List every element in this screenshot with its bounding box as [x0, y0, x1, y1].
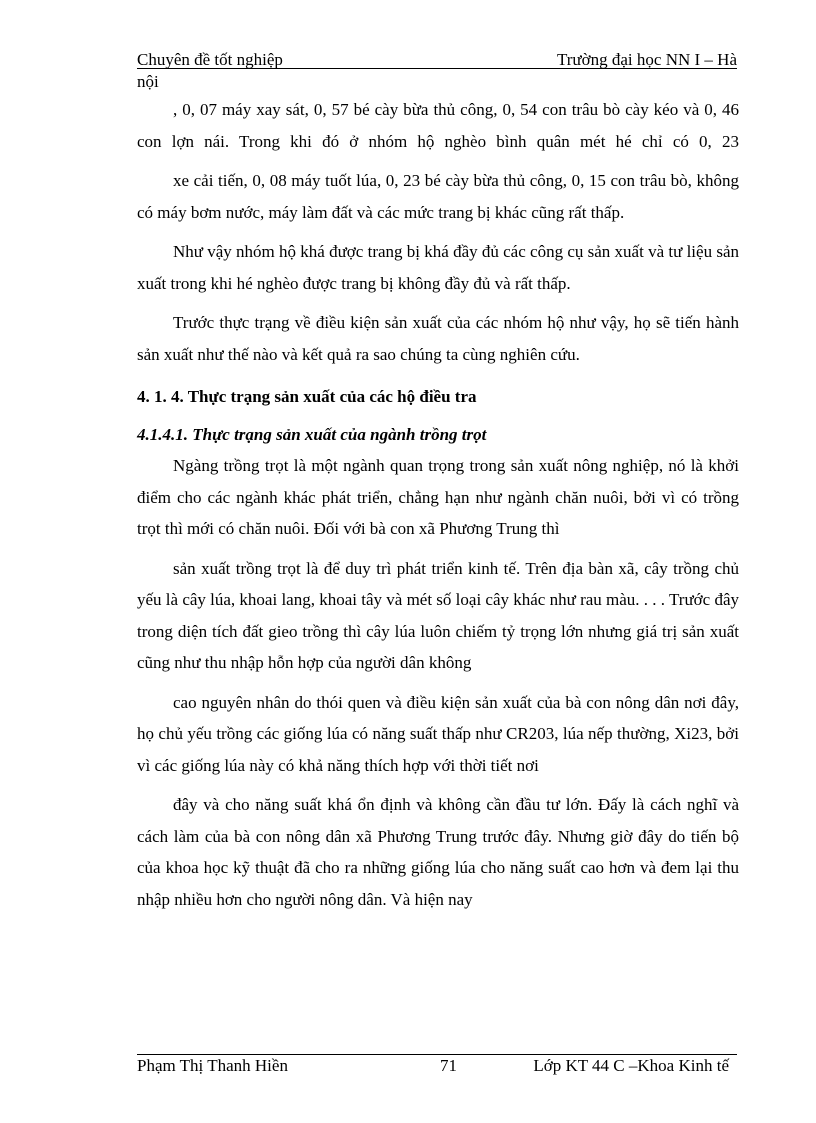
header-rule: [137, 68, 737, 69]
page-number: 71: [440, 1056, 457, 1075]
footer-rule: [137, 1054, 737, 1055]
document-body: [137, 94, 739, 915]
footer-author: Phạm Thị Thanh Hiền: [137, 1056, 288, 1075]
paragraph-4: Trước thực trạng về điều kiện sản xuất của các nhóm hộ như vậy, họ sẽ tiến hành sản xuất như thế nào và kết quả ra sao chúng ta cùng nghiên cứu.: [137, 313, 739, 364]
page-footer: [137, 1046, 737, 1075]
paragraph-8: đây và cho năng suất khá ổn định và không cần đầu tư lớn. Đấy là cách nghĩ và cách làm của bà con nông dân xã Phương Trung trước đây. Nhưng giờ đây do tiến bộ của khoa học kỹ thuật đã cho ra những giống lúa cho năng suất cao hơn và đem lại thu nhập nhiều hơn cho người nông dân. Và hiện nay: [137, 795, 739, 909]
paragraph-2: xe cải tiến, 0, 08 máy tuốt lúa, 0, 23 bé cày bừa thủ công, 0, 15 con trâu bò, không có máy bơm nước, máy làm đất và các mức trang bị khác cũng rất thấp.: [137, 171, 739, 222]
section-heading: 4. 1. 4. Thực trạng sản xuất của các hộ điều tra: [137, 387, 477, 406]
header-continuation: nội: [137, 72, 159, 91]
subsection-heading: 4.1.4.1. Thực trạng sản xuất của ngành trồng trọt: [137, 425, 487, 444]
page-header: [137, 50, 737, 70]
header-right-title: Trường đại học NN I – Hà: [556, 50, 737, 69]
paragraph-6: sản xuất trồng trọt là để duy trì phát triển kinh tế. Trên địa bàn xã, cây trồng chủ yếu là cây lúa, khoai lang, khoai tây và mét số loại cây khác như rau màu. . . . Trước đây trong diện tích đất gieo trồng thì cây lúa luôn chiếm tỷ trọng lớn nhưng giá trị sản xuất cũng như thu nhập hỗn hợp của người dân không: [137, 558, 739, 672]
paragraph-7: cao nguyên nhân do thói quen và điều kiện sản xuất của bà con nông dân nơi đây, họ chủ yếu trồng các giống lúa có năng suất thấp như CR203, lúa nếp thường, Xi23, bởi vì các giống lúa này có khả năng thích hợp với thời tiết nơi: [137, 692, 739, 775]
header-left-title: Chuyên đề tốt nghiệp: [137, 50, 283, 69]
paragraph-3: Như vậy nhóm hộ khá được trang bị khá đầy đủ các công cụ sản xuất và tư liệu sản xuất trong khi hé nghèo được trang bị không đầy đủ và rất thấp.: [137, 242, 739, 293]
paragraph-5: Ngàng trồng trọt là một ngành quan trọng trong sản xuất nông nghiệp, nó là khởi điểm cho các ngành khác phát triển, chẳng hạn như ngành chăn nuôi, bởi vì có trồng trọt thì mới có chăn nuôi. Đối với bà con xã Phương Trung thì: [137, 456, 739, 538]
paragraph-1: , 0, 07 máy xay sát, 0, 57 bé cày bừa thủ công, 0, 54 con trâu bò cày kéo và 0, 46 con lợn nái. Trong khi đó ở nhóm hộ nghèo bình quân mét hé chỉ có 0, 23: [137, 100, 739, 151]
footer-class-info: Lớp KT 44 C –Khoa Kinh tế: [533, 1056, 729, 1075]
